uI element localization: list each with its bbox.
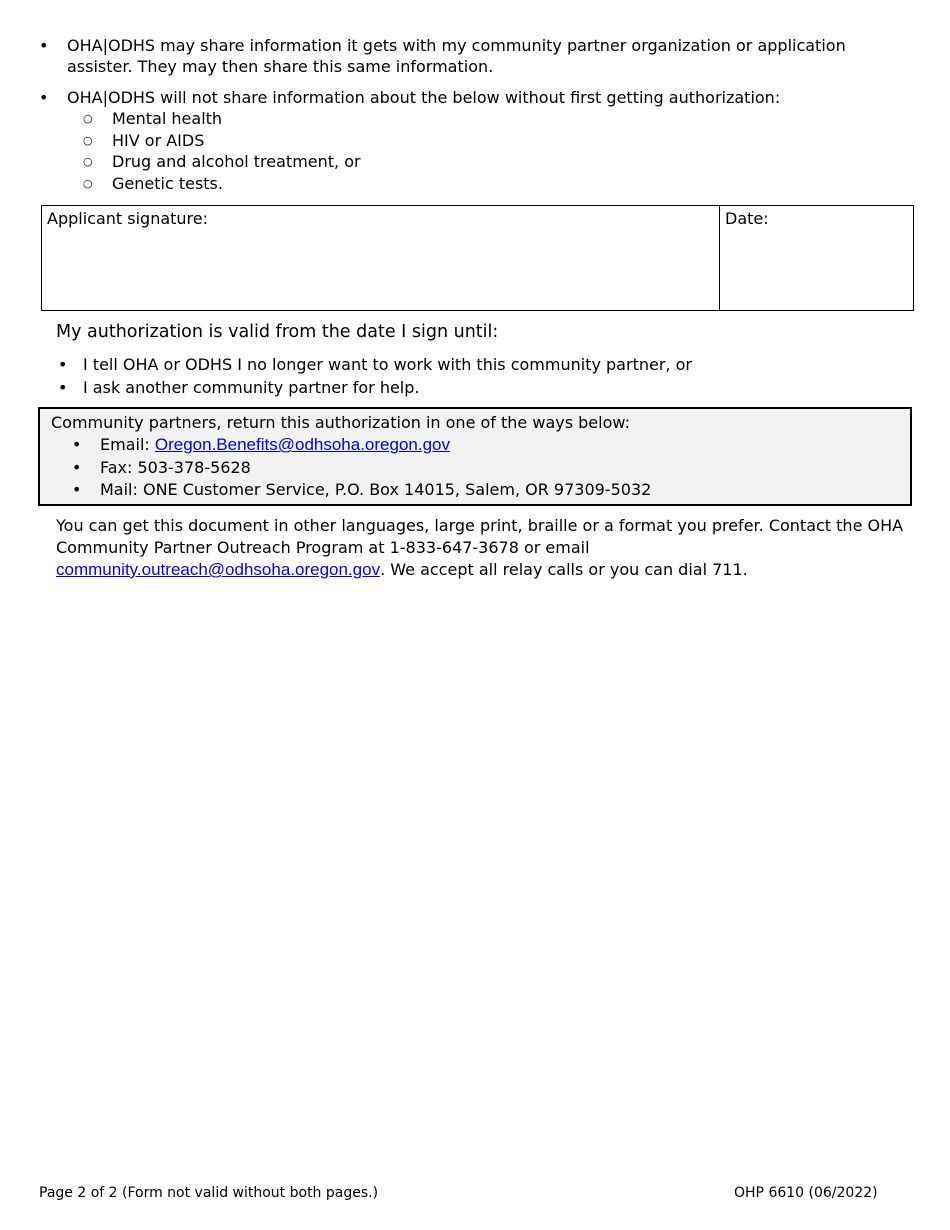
- signature-table: [41, 205, 914, 311]
- outreach-email-link[interactable]: community.outreach@odhsoha.oregon.gov: [56, 560, 381, 579]
- return-methods-list: [51, 434, 899, 502]
- page-number: Page 2 of 2 (Form not valid without both pages.): [39, 1185, 379, 1201]
- restricted-item: ○ Drug and alcohol treatment, or: [67, 151, 916, 173]
- restricted-item: ○ Genetic tests.: [67, 173, 916, 195]
- agency-separator: |: [102, 88, 108, 107]
- agency-name: OHA: [67, 88, 103, 107]
- agency-name-2: ODHS: [107, 88, 156, 107]
- return-mail-item: • Mail: ONE Customer Service, P.O. Box 14015, Salem, OR 97309-5032: [51, 479, 899, 502]
- return-fax-item: • Fax: 503-378-5628: [51, 457, 899, 480]
- validity-item: • I tell OHA or ODHS I no longer want to work with this community partner, or: [56, 354, 692, 377]
- agency-separator: |: [102, 36, 108, 55]
- agency-name-2: ODHS: [107, 36, 156, 55]
- applicant-signature-label: Applicant signature:: [47, 209, 209, 228]
- validity-item: • I ask another community partner for help.: [56, 377, 692, 400]
- applicant-signature-field[interactable]: [42, 206, 720, 310]
- return-heading: Community partners, return this authorization in one of the ways below:: [51, 413, 630, 432]
- restricted-item: ○ Mental health: [67, 108, 916, 130]
- email-label: Email:: [100, 435, 155, 454]
- accessibility-notice: [56, 515, 906, 581]
- return-instructions-box: [38, 407, 912, 506]
- return-email-item: [51, 434, 899, 457]
- date-field[interactable]: [720, 206, 913, 310]
- restricted-item: ○ HIV or AIDS: [67, 130, 916, 152]
- restrict-bullet: [36, 87, 916, 194]
- accessibility-text: You can get this document in other languages, large print, braille or a format you prefer. Contact the OHA Community Partner Outreach Program at 1-833-647-3678 or email: [56, 516, 904, 557]
- restrict-text: will not share information about the below without first getting authorization:: [155, 88, 781, 107]
- validity-list: [56, 354, 692, 399]
- share-text: may share information it gets with my community partner organization or application assister. They may then share this same information.: [67, 36, 846, 76]
- share-bullet: [36, 35, 916, 77]
- benefits-email-link[interactable]: Oregon.Benefits@odhsoha.oregon.gov: [154, 435, 451, 454]
- validity-heading: My authorization is valid from the date I sign until:: [56, 322, 499, 342]
- accessibility-text-end: . We accept all relay calls or you can dial 711.: [380, 560, 748, 579]
- form-id: OHP 6610 (06/2022): [734, 1185, 878, 1201]
- restricted-list: [67, 108, 916, 194]
- date-label: Date:: [725, 209, 769, 228]
- agency-name: OHA: [67, 36, 103, 55]
- disclosure-bullets: [36, 35, 916, 204]
